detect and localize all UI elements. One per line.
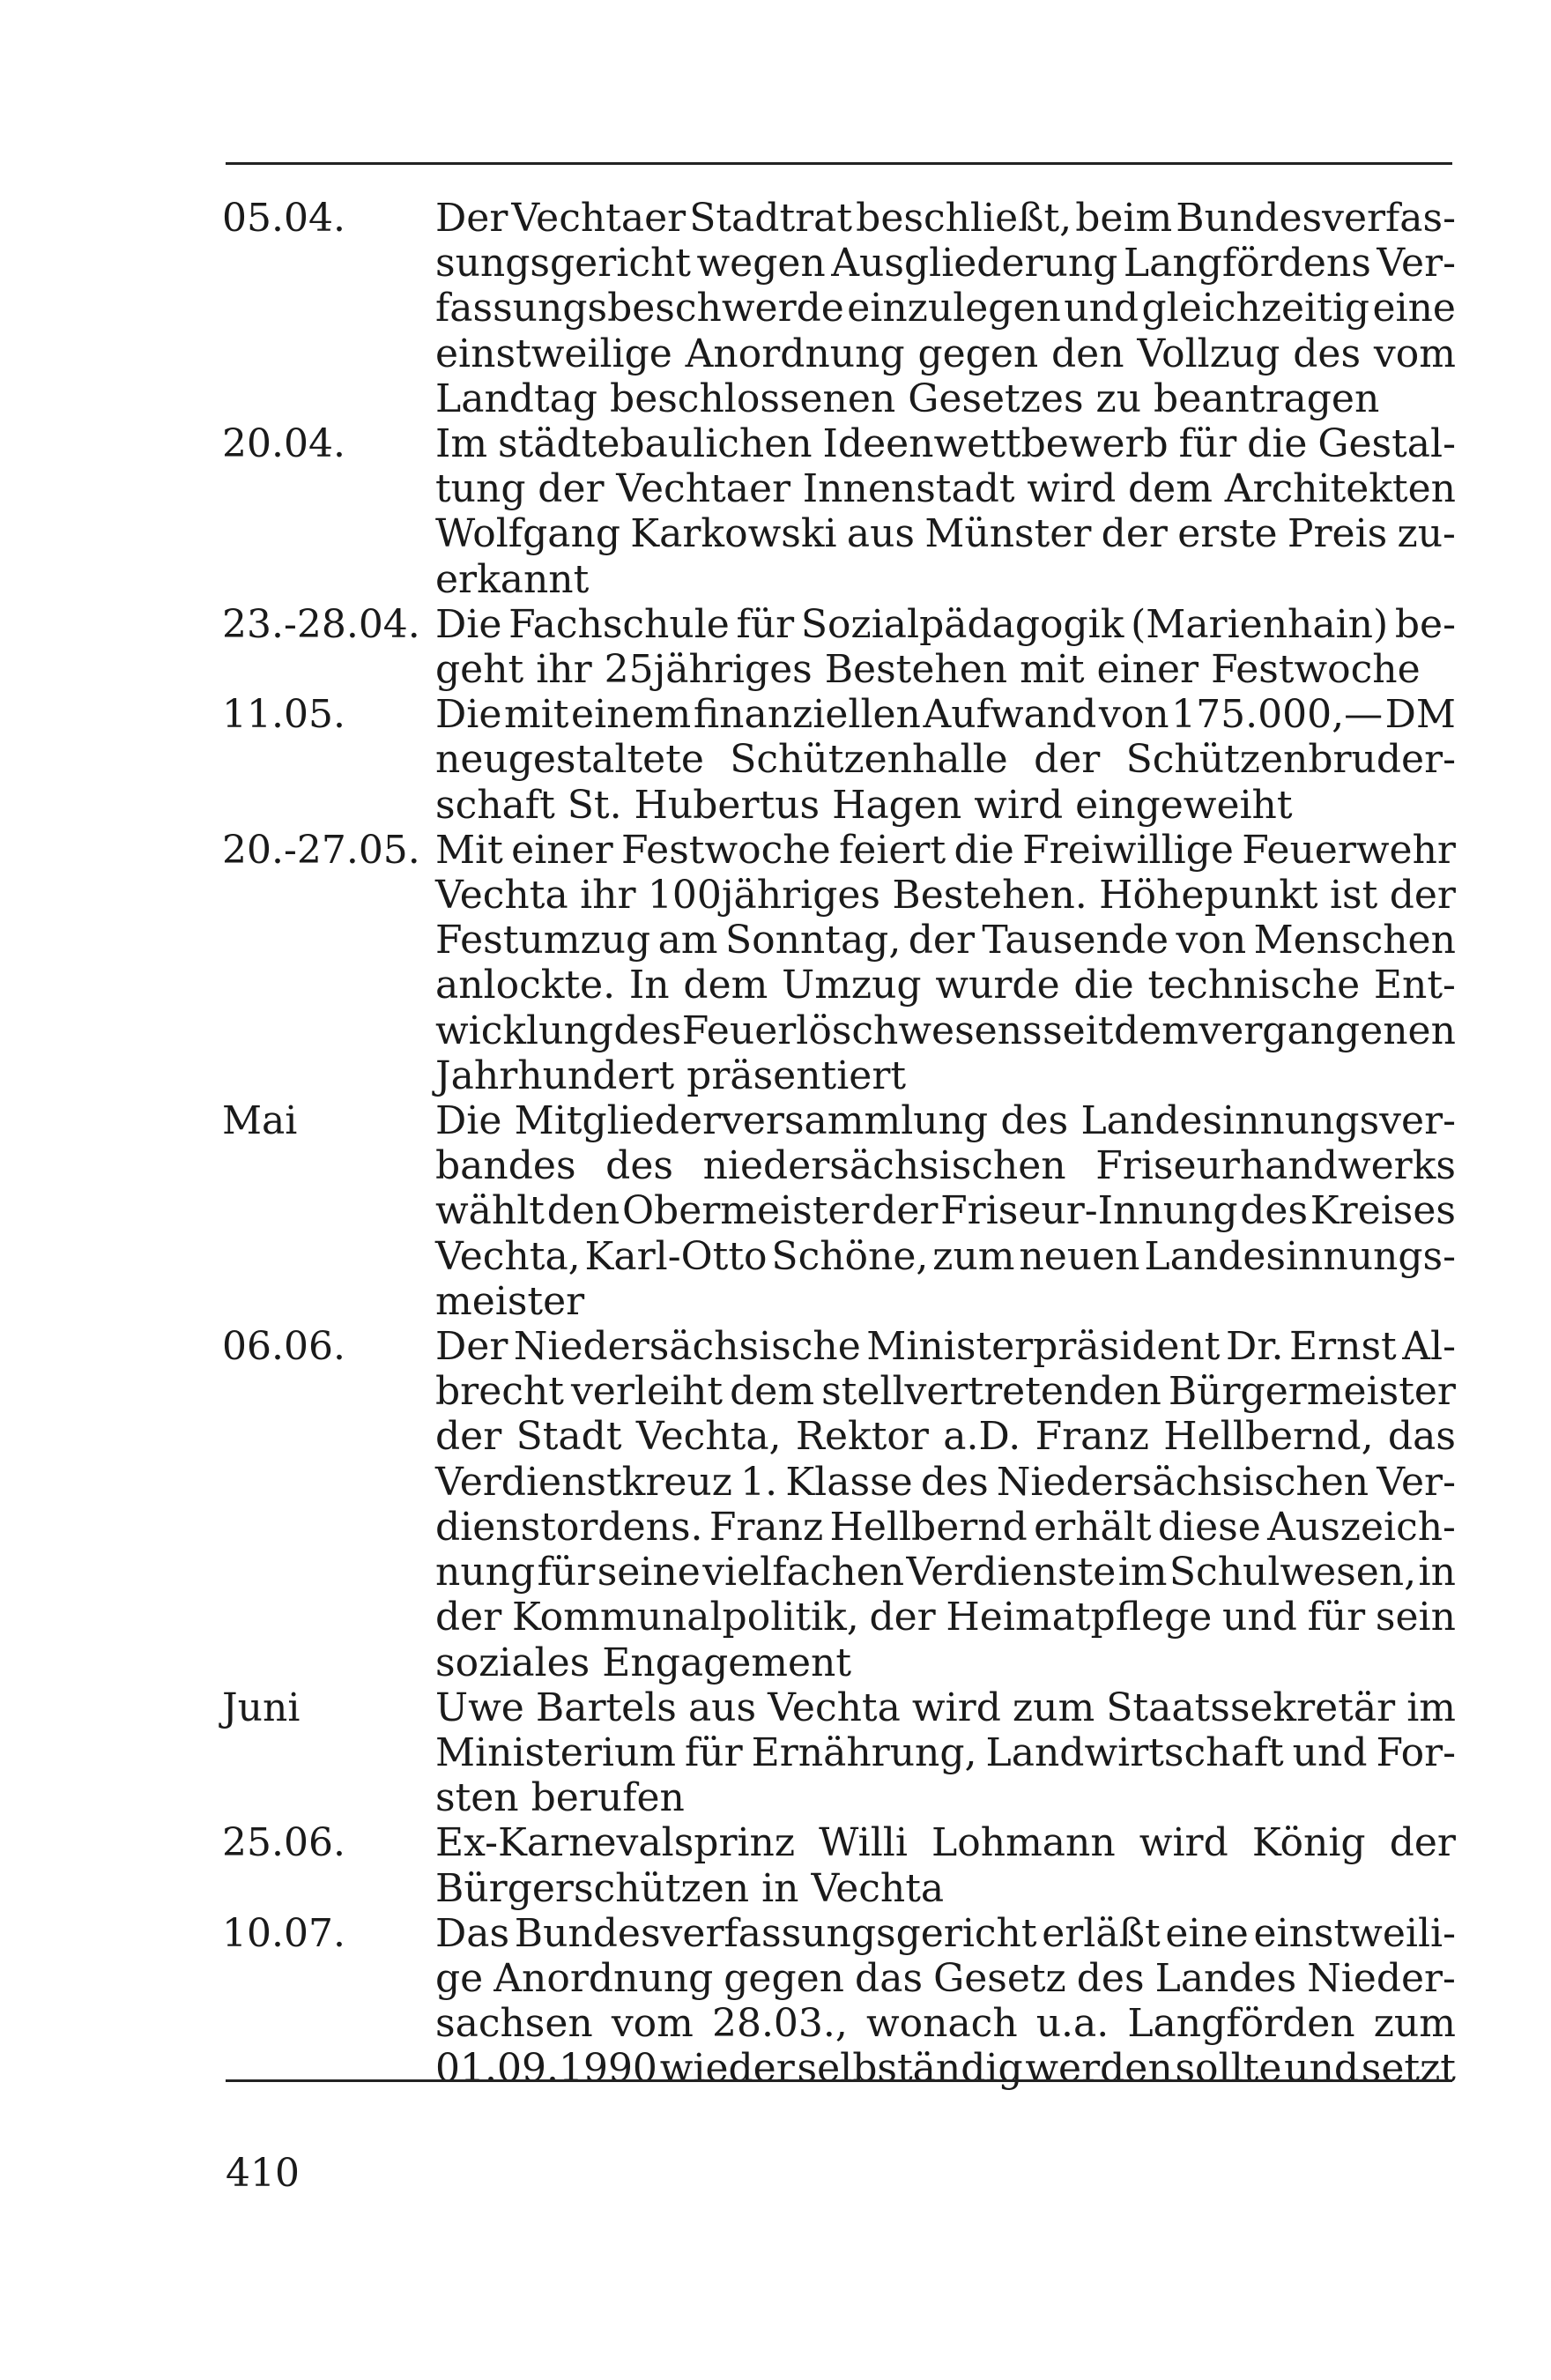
text-line: Die Mitgliederversammlung des Landesinnungsver- (435, 1098, 1456, 1144)
text-line: geht ihr 25jähriges Bestehen mit einer Festwoche (435, 647, 1421, 693)
chronicle-entry (222, 692, 1456, 828)
text-line: sachsen vom 28.03., wonach u.a. Langförden zum (435, 2001, 1456, 2047)
text-line: meister (435, 1278, 585, 1324)
text-line: Vechta, Karl-Otto Schöne, zum neuen Landesinnungs- (435, 1233, 1456, 1279)
text-line: Der Niedersächsische Ministerpräsident Dr. Ernst Al- (435, 1324, 1456, 1370)
text-line: Die Fachschule für Sozialpädagogik (Marienhain) be- (435, 601, 1456, 647)
text-line: soziales Engagement (435, 1640, 852, 1685)
entry-text (435, 602, 1456, 692)
text-line: 01.09.1990 wieder selbständig werden sollte und setzt (435, 2046, 1456, 2092)
entry-text (435, 828, 1456, 1098)
entry-text (435, 1685, 1456, 1821)
text-line: Wolfgang Karkowski aus Münster der erste Preis zu- (435, 511, 1456, 557)
text-line: fassungsbeschwerde einzulegen und gleichzeitig eine (435, 286, 1456, 331)
text-line: erkannt (435, 556, 590, 602)
entry-text (435, 692, 1456, 828)
text-line: Verdienstkreuz 1. Klasse des Niedersächsischen Ver- (435, 1459, 1456, 1505)
chronicle-entry (222, 421, 1456, 602)
text-line: anlockte. In dem Umzug wurde die technische Ent- (435, 963, 1456, 1008)
entry-text (435, 1098, 1456, 1324)
entry-date: 05.04. (222, 196, 345, 241)
entry-date: Juni (222, 1685, 301, 1730)
text-line: neugestaltete Schützenhalle der Schützenbruder- (435, 737, 1456, 783)
chronicle-entry (222, 1911, 1456, 2092)
text-line: Ex-Karnevalsprinz Willi Lohmann wird König der (435, 1820, 1456, 1866)
chronicle-entry (222, 1324, 1456, 1685)
entry-text (435, 196, 1456, 421)
chronicle-list (222, 196, 1456, 2092)
chronicle-entry (222, 828, 1456, 1098)
chronicle-entry (222, 1820, 1456, 1910)
entry-date: 06.06. (222, 1324, 345, 1370)
text-line: sungsgericht wegen Ausgliederung Langfördens Ver- (435, 241, 1456, 286)
entry-text (435, 1820, 1456, 1910)
text-line: Ministerium für Ernährung, Landwirtschaft und For- (435, 1729, 1456, 1775)
entry-date: 11.05. (222, 692, 345, 738)
text-line: Bürgerschützen in Vechta (435, 1865, 945, 1911)
entry-date: Mai (222, 1098, 298, 1144)
entry-date: 23.-28.04. (222, 601, 420, 647)
chronicle-entry (222, 1685, 1456, 1821)
entry-date: 10.07. (222, 1910, 345, 1956)
text-line: wählt den Obermeister der Friseur-Innung des Kreises (435, 1188, 1456, 1234)
text-line: nung für seine vielfachen Verdienste im Schulwesen, in (435, 1550, 1456, 1595)
text-line: bandes des niedersächsischen Friseurhandwerks (435, 1143, 1456, 1189)
entry-date: 20.04. (222, 421, 345, 467)
entry-text (435, 1324, 1456, 1685)
text-line: Das Bundesverfassungsgericht erläßt eine einstweili- (435, 1910, 1456, 1956)
text-line: sten berufen (435, 1775, 685, 1821)
bottom-rule (226, 2079, 1452, 2082)
text-line: Jahrhundert präsentiert (435, 1052, 907, 1098)
page-number: 410 (226, 2151, 300, 2196)
chronicle-entry (222, 196, 1456, 421)
text-line: Festumzug am Sonntag, der Tausende von Menschen (435, 918, 1456, 963)
text-line: Vechta ihr 100jähriges Bestehen. Höhepunkt ist der (435, 873, 1456, 919)
text-line: schaft St. Hubertus Hagen wird eingeweiht (435, 782, 1293, 828)
chronicle-entry (222, 1098, 1456, 1324)
text-line: Landtag beschlossenen Gesetzes zu beantragen (435, 376, 1380, 421)
text-line: Mit einer Festwoche feiert die Freiwillige Feuerwehr (435, 827, 1456, 873)
entry-text (435, 1911, 1456, 2092)
text-line: tung der Vechtaer Innenstadt wird dem Architekten (435, 466, 1456, 512)
text-line: der Kommunalpolitik, der Heimatpflege und für sein (435, 1595, 1456, 1640)
top-rule (226, 162, 1452, 165)
text-line: wicklung des Feuerlöschwesens seit dem vergangenen (435, 1008, 1456, 1053)
text-line: Uwe Bartels aus Vechta wird zum Staatssekretär im (435, 1685, 1456, 1730)
text-line: dienstordens. Franz Hellbernd erhält diese Auszeich- (435, 1504, 1456, 1550)
entry-date: 20.-27.05. (222, 827, 420, 873)
text-line: ge Anordnung gegen das Gesetz des Landes Nieder- (435, 1955, 1456, 2001)
text-line: der Stadt Vechta, Rektor a.D. Franz Hellbernd, das (435, 1414, 1456, 1460)
text-line: Im städtebaulichen Ideenwettbewerb für die Gestal- (435, 421, 1456, 467)
chronicle-entry (222, 602, 1456, 692)
entry-date: 25.06. (222, 1820, 345, 1866)
entry-text (435, 421, 1456, 602)
text-line: einstweilige Anordnung gegen den Vollzug des vom (435, 331, 1456, 376)
text-line: Die mit einem finanziellen Aufwand von 175.000,— DM (435, 692, 1456, 738)
text-line: Der Vechtaer Stadtrat beschließt, beim Bundesverfas- (435, 196, 1456, 241)
text-line: brecht verleiht dem stellvertretenden Bürgermeister (435, 1369, 1456, 1415)
